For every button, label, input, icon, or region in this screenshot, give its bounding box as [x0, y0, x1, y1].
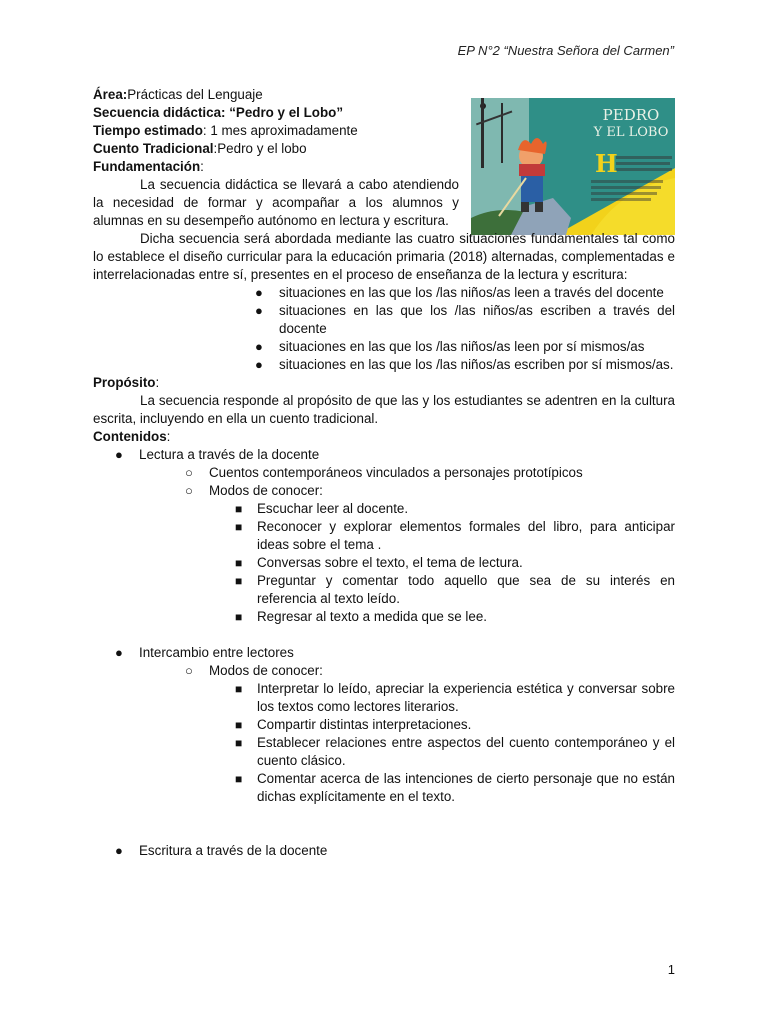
area-line: [93, 86, 675, 104]
list-item: ■ Establecer relaciones entre aspectos del cuento contemporáneo y el cuento clásico.: [233, 734, 675, 770]
page-header: EP N°2 “Nuestra Señora del Carmen”: [457, 43, 674, 58]
contenido-escritura: [115, 842, 675, 860]
fundamentacion-label: Fundamentación: [93, 159, 201, 174]
contenidos-heading: [93, 428, 675, 446]
tiempo-value: : 1 mes aproximadamente: [202, 123, 358, 138]
cuento-line: [93, 140, 675, 158]
sub-list: [185, 662, 675, 806]
cuento-label: Cuento Tradicional: [93, 141, 214, 156]
area-value: Prácticas del Lenguaje: [127, 87, 263, 102]
proposito-colon: :: [155, 375, 160, 390]
modos-list: [233, 680, 675, 806]
sub-label: Cuentos contemporáneos vinculados a personajes prototípicos: [209, 465, 583, 480]
modos-list: [233, 500, 675, 626]
list-item: ● situaciones en las que los /las niños/as escriben a través del docente: [255, 302, 675, 338]
list-item: ■ Regresar al texto a medida que se lee.: [233, 608, 675, 626]
fundamentacion-colon: :: [200, 159, 204, 174]
contenido-intercambio: [115, 644, 675, 842]
sub-list: [185, 464, 675, 626]
fundamentacion-heading: [93, 158, 675, 176]
proposito-heading: [93, 374, 675, 392]
contenido-lectura: [115, 446, 675, 644]
list-item: ■ Escuchar leer al docente.: [233, 500, 675, 518]
cuento-value: :Pedro y el lobo: [213, 141, 307, 156]
list-item: ● situaciones en las que los /las niños/as escriben por sí mismos/as.: [255, 356, 675, 374]
list-item: [185, 482, 675, 626]
contenido-label: Intercambio entre lectores: [139, 645, 294, 660]
contenidos-colon: :: [166, 429, 171, 444]
document-body: [93, 86, 675, 860]
list-item: ■ Compartir distintas interpretaciones.: [233, 716, 675, 734]
list-item: ■ Interpretar lo leído, apreciar la experiencia estética y conversar sobre los textos como lectores literarios.: [233, 680, 675, 716]
sub-label: Modos de conocer:: [209, 663, 323, 678]
list-item: ● situaciones en las que los /las niños/as leen a través del docente: [255, 284, 675, 302]
proposito-paragraph: La secuencia responde al propósito de que las y los estudiantes se adentren en la cultura escrita, incluyendo en ella un cuento tradicional.: [93, 393, 675, 426]
tiempo-label: Tiempo estimado: [93, 123, 203, 138]
cover-title-line2: Y EL LOBO: [593, 125, 669, 140]
situaciones-list: [255, 284, 675, 374]
cover-title-line1: PEDRO: [602, 106, 660, 124]
contenido-label: Escritura a través de la docente: [139, 843, 328, 858]
list-item: ● situaciones en las que los /las niños/as leen por sí mismos/as: [255, 338, 675, 356]
list-item: ■ Preguntar y comentar todo aquello que sea de su interés en referencia al texto leído.: [233, 572, 675, 608]
page-number: 1: [667, 962, 675, 977]
secuencia-title: Secuencia didáctica: “Pedro y el Lobo”: [93, 105, 344, 120]
list-item: ■ Reconocer y explorar elementos formales del libro, para anticipar ideas sobre el tema .: [233, 518, 675, 554]
fundamentacion-paragraph-1: La secuencia didáctica se llevará a cabo atendiendo la necesidad de formar y acompañar a los alumnos y alumnas en su desempeño autónomo en lectura y escritura.: [93, 177, 459, 228]
contenidos-list: [115, 446, 675, 860]
proposito-label: Propósito: [93, 375, 156, 390]
list-item: ■ Comentar acerca de las intenciones de cierto personaje que no están dichas explícitamente en el texto.: [233, 770, 675, 806]
tiempo-line: [93, 122, 675, 140]
cover-drop-cap: H: [595, 149, 618, 178]
area-label: Área:: [93, 87, 128, 102]
list-item: [185, 662, 675, 806]
list-item: ■ Conversas sobre el texto, el tema de lectura.: [233, 554, 675, 572]
sub-label: Modos de conocer:: [209, 483, 323, 498]
contenido-label: Lectura a través de la docente: [139, 447, 320, 462]
contenidos-label: Contenidos: [93, 429, 167, 444]
fundamentacion-paragraph-2: Dicha secuencia será abordada mediante las cuatro situaciones fundamentales tal como lo establece el diseño curricular para la educación primaria (2018) alternadas, complementadas e interrelacionadas entre sí, presentes en el proceso de enseñanza de la lectura y escritura:: [93, 231, 675, 282]
list-item: [185, 464, 675, 482]
